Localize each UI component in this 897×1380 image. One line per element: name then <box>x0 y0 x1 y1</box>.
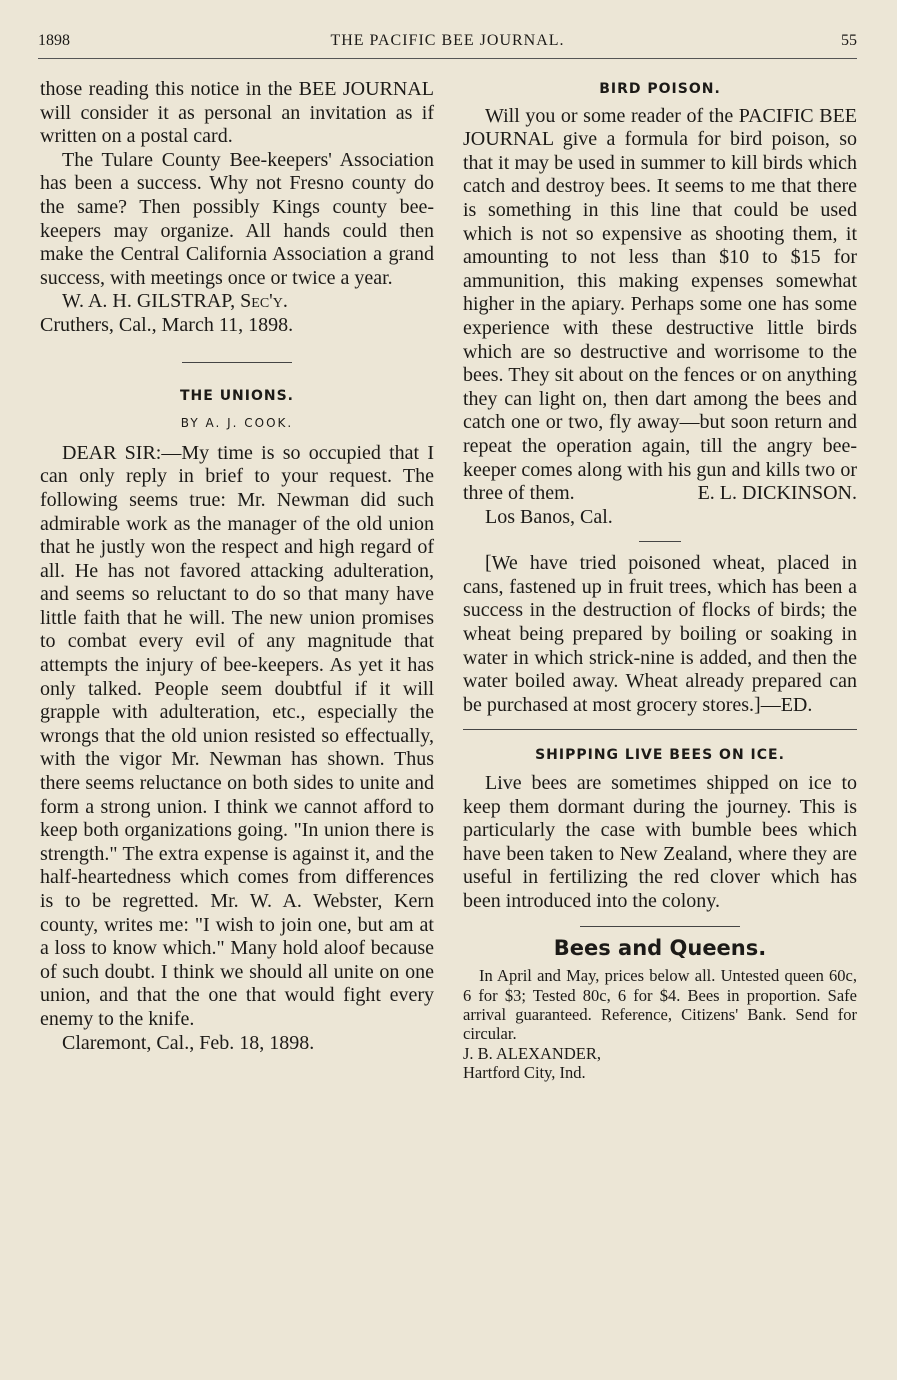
unions-salutation: DEAR SIR: <box>62 441 162 464</box>
gilstrap-signature: W. A. H. GILSTRAP, Sec'y. <box>62 290 288 313</box>
unions-article <box>40 442 434 1032</box>
unions-body: —My time is so occupied that I can only reply in brief to your request. The following seems true: Mr. Newman did such admirable work as the manager of the old union that he justly won the respect and high regard of all. He has not favored attacking adulteration, and seems so reluctant to do so that many have little faith that he will. The new union promises to combat every evil of any magnitude that attempts the injury of bee-keepers. As yet it has only talked. People seem doubtful if it will grapple with adulteration, etc., especially the wrongs that the old union resisted so effectually, with the vigor Mr. Newman has shown. Thus there seems reluctance on both sides to unite and form a strong union. I think we cannot afford to keep both organizations going. "In union there is strength." The extra expense is against it, and the half-heartedness which comes from differences is to be regretted. Mr. W. A. Webster, Kern county, writes me: "I wish to join one, but am at a loss to know which." Many hold aloof because of such doubt. I think we should all unite on one union, and that the one that would fight every enemy to the knife. <box>40 441 435 1030</box>
running-header <box>38 32 857 54</box>
ad-city: Hartford City, Ind. <box>463 1063 586 1083</box>
unions-heading: THE UNIONS. <box>179 387 295 404</box>
ad-title: Bees and Queens. <box>553 935 767 960</box>
bird-poison-body: Will you or some reader of the PACIFIC BEE JOURNAL give a formula for bird poison, so that it may be used in summer to kill birds which catch and destroy bees. It seems to me that there is something in this line that could be used which is not so expensive as shooting them, it amounting to not less than $10 to $15 for ammunition, this making expenses somewhat higher in the apiary. Perhaps some one has some experience with these destructive little birds which are so destructive and worrisome to the bees. They sit about on the fences or on anything they can light on, then dart among the bees and catch one or two, fly away—but soon return and repeat the operation again, till the angry bee-keeper comes along with his gun and kills two or three of them. E. L. DICKINSON. <box>463 104 857 505</box>
ad-divider <box>580 926 740 927</box>
journal-title: THE PACIFIC BEE JOURNAL. <box>330 32 565 49</box>
editor-note: [We have tried poisoned wheat, placed in cans, fastened up in fruit trees, which has been a success in the destruction of flocks of birds; the wheat being prepared by boiling or soaking in water in which strick-nine is added, and then the water boiled away. Wheat already prepared can be purchased at most grocery stores.]—ED. <box>463 552 857 716</box>
shipping-bees-body: Live bees are sometimes shipped on ice to keep them dormant during the journey. This is particularly the case with bumble bees which have been taken to New Zealand, where they are useful in fertilizing the red clover which has been introduced into the colony. <box>463 772 857 912</box>
page-number: 55 <box>841 32 857 49</box>
intro-paragraph: those reading this notice in the BEE JOURNAL will consider it as personal an invitation as if written on a postal card. <box>40 78 434 148</box>
editor-signature: —ED. <box>760 693 813 716</box>
note-divider <box>639 541 681 542</box>
ad-name: J. B. ALEXANDER, <box>463 1043 601 1063</box>
tulare-paragraph: The Tulare County Bee-keepers' Association has been a success. Why not Fresno county do the same? Then possibly Kings county bee-keepers may organize. All hands could then make the Central California Association a grand success, with meetings once or twice a year. <box>40 148 434 289</box>
claremont-dateline: Claremont, Cal., Feb. 18, 1898. <box>62 1031 315 1054</box>
header-rule <box>38 58 857 59</box>
dickinson-signature: E. L. DICKINSON. <box>697 482 857 505</box>
section-divider <box>182 362 292 363</box>
bird-poison-heading: BIRD POISON. <box>599 81 721 97</box>
section-divider-right <box>463 729 857 730</box>
los-banos-dateline: Los Banos, Cal. <box>485 505 613 528</box>
shipping-bees-heading: SHIPPING LIVE BEES ON ICE. <box>535 747 785 764</box>
left-column <box>40 78 434 1055</box>
header-year: 1898 <box>38 32 70 49</box>
right-column <box>463 78 857 1083</box>
ad-body: In April and May, prices below all. Untested queen 60c, 6 for $3; Tested 80c, 6 for $4. Bees in proportion. Safe arrival guaranteed. Reference, Citizens' Bank. Send for circular. <box>463 966 857 1044</box>
cruthers-dateline: Cruthers, Cal., March 11, 1898. <box>40 313 294 336</box>
unions-byline: BY A. J. COOK. <box>180 416 294 431</box>
